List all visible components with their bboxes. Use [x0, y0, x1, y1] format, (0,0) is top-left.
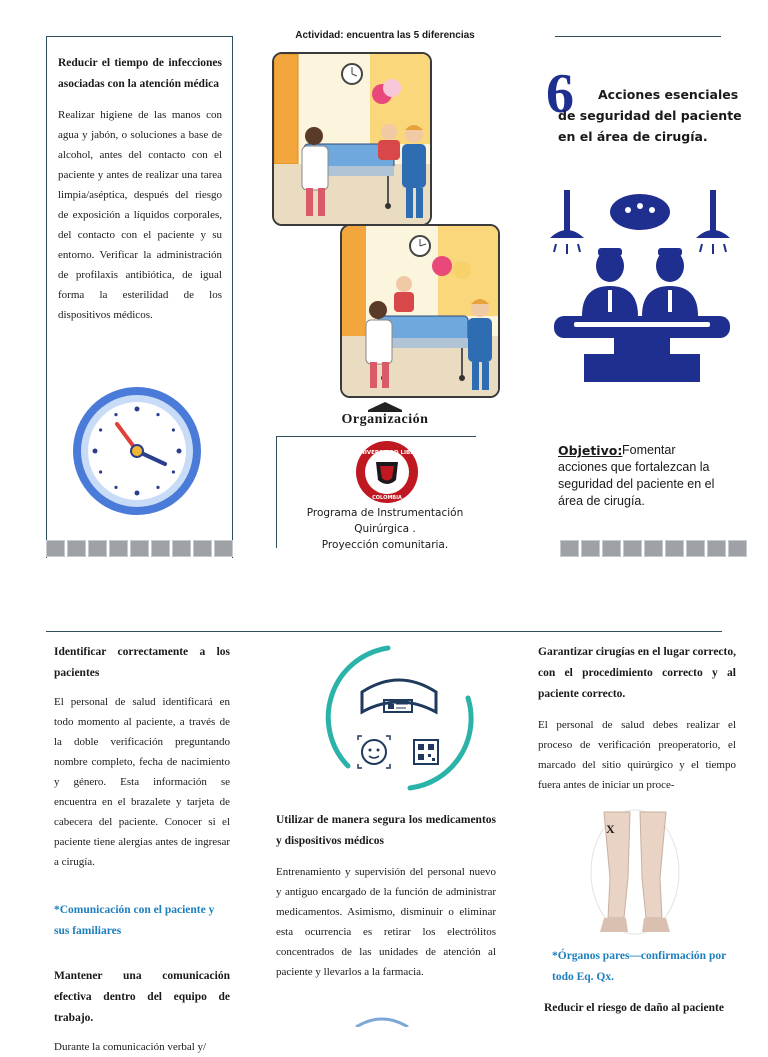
spot-difference-illustration-1	[272, 52, 432, 226]
identify-section	[54, 642, 230, 1057]
program-line-1: Programa de Instrumentación	[306, 507, 464, 519]
objective-text: Fomentar acciones que fortalezcan la seguridad del paciente en el área de cirugía.	[558, 443, 715, 508]
objective-block	[558, 442, 728, 510]
medication-heading: Utilizar de manera segura los medicamentos y dispositivos médicos	[276, 814, 496, 847]
infection-body: Realizar higiene de las manos con agua y jabón, o soluciones a base de alcohol, antes del contacto con el paciente y antes de realizar una tarea limpia/aséptica, después del riesgo de exposición a líquidos corporales, del contacto con el paciente y su entorno. Verificar la administración de profilaxis antibiótica, de igual forma la esterilidad de los dispositivos médicos.	[58, 109, 222, 321]
right-title: Acciones esenciales de seguridad del paciente en el área de cirugía.	[558, 87, 742, 144]
program-line-2: Quirúrgica .	[354, 523, 416, 535]
correct-surgery-section	[538, 642, 736, 795]
surgery-team-icon	[544, 186, 736, 386]
communication-note: *Comunicación con el paciente y sus familiares	[54, 904, 215, 937]
team-communication-heading: Mantener una comunicación efectiva dentro del equipo de trabajo.	[54, 970, 230, 1024]
medication-section	[276, 810, 496, 982]
patient-id-bracelet-icon	[318, 638, 480, 798]
program-line-3: Proyección comunitaria.	[321, 539, 449, 551]
university-seal	[354, 440, 420, 504]
harm-reduction-block	[544, 998, 744, 1019]
big-number: 6	[546, 63, 574, 125]
activity-title: Actividad: encuentra las 5 diferencias	[295, 30, 475, 41]
paired-organs-note-block	[552, 946, 732, 988]
spot-difference-illustration-2	[340, 224, 500, 398]
paired-organs-note: *Órganos pares—confirmación por todo Eq. Qx.	[552, 950, 726, 983]
decorative-squares-left	[46, 540, 233, 557]
program-block	[290, 505, 480, 553]
identify-body: El personal de salud identificará en todo momento al paciente, a través de la doble verificación preguntando nombre completo, fecha de nacimiento y género. Esta información se encuentra en el brazalete y tarjeta de cabecera del paciente. Conocer si el paciente tiene alergias antes de ingresar a cirugía.	[54, 696, 230, 868]
center-top-rule	[276, 436, 476, 437]
arrow-up-icon	[368, 399, 402, 409]
surgical-mark-x: X	[606, 822, 615, 836]
top-right-top-rule	[555, 36, 721, 37]
infection-heading: Reducir el tiempo de infecciones asociadas con la atención médica	[58, 57, 222, 90]
correct-surgery-body: El personal de salud debes realizar el proceso de verificación preoperatorio, el marcado del sitio quirúrgico y el tiempo fuera antes de iniciar un proce-	[538, 719, 736, 791]
page-divider-rule	[46, 631, 722, 632]
harm-reduction-heading: Reducir el riesgo de daño al paciente	[544, 1002, 724, 1014]
objective-label: Objetivo:	[558, 443, 623, 458]
team-communication-body: Durante la comunicación verbal y/	[54, 1041, 207, 1053]
organizacion-label: Organización	[341, 412, 429, 427]
top-left-right-rule	[232, 36, 233, 558]
seal-text-bottom: COLOMBIA	[372, 495, 402, 501]
infection-section	[58, 53, 222, 325]
seal-text-top: UNIVERSIDAD LIBRE	[355, 450, 419, 456]
legs-photo	[590, 808, 680, 936]
center-left-rule	[276, 436, 277, 548]
clock-icon	[70, 384, 204, 518]
correct-surgery-heading: Garantizar cirugías en el lugar correcto, con el procedimiento correcto y al paciente correcto.	[538, 646, 736, 700]
medication-body: Entrenamiento y supervisión del personal nuevo y antiguo encargado de la función de administrar medicamentos. Asimismo, disminuir o eliminar esta ocurrencia es retirar los electrólitos concentrados de las unidades de atención al paciente y llevarlos a la farmacia.	[276, 866, 496, 978]
decorative-squares-right	[560, 540, 747, 557]
partial-icon-bottom	[352, 1014, 412, 1026]
top-left-top-rule	[46, 36, 232, 37]
identify-heading: Identificar correctamente a los pacientes	[54, 646, 230, 679]
top-left-left-rule	[46, 36, 47, 558]
